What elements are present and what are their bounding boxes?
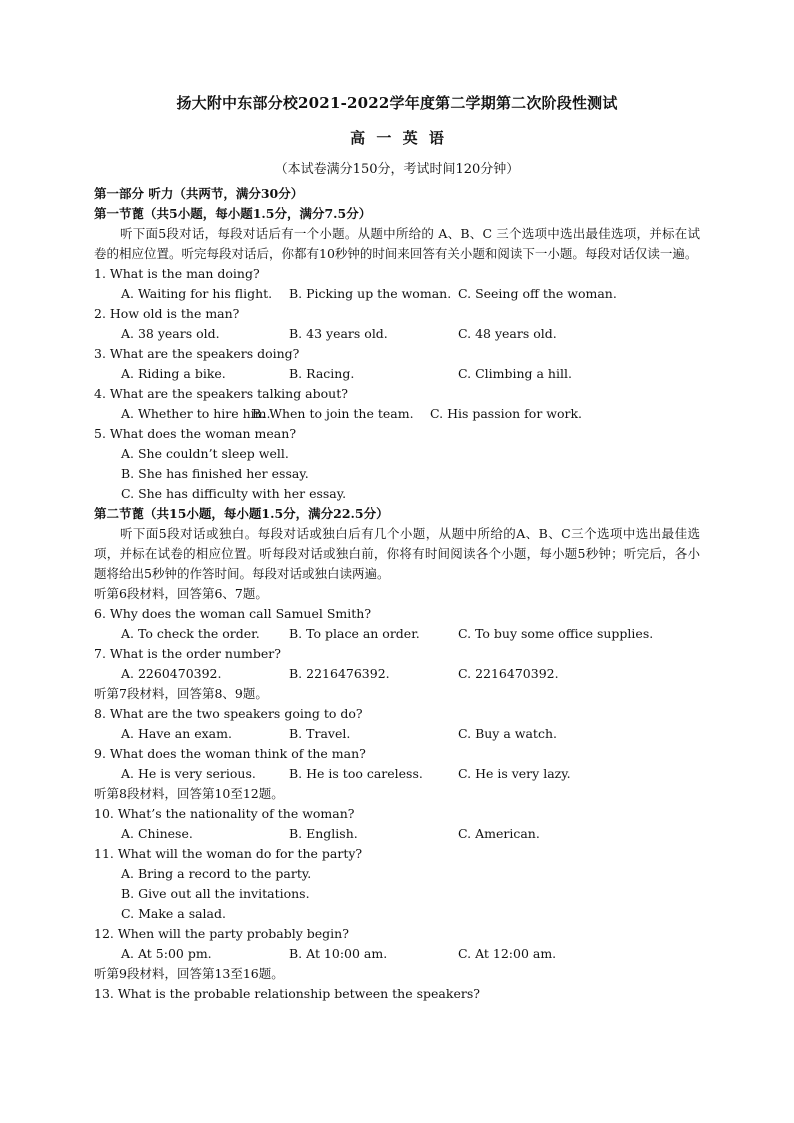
question-6-stem: 6. Why does the woman call Samuel Smith?: [94, 606, 372, 621]
option-a: A. Whether to hire him.: [121, 406, 271, 421]
option-b: B. Give out all the invitations.: [121, 886, 310, 901]
question-11-stem: 11. What will the woman do for the party?: [94, 846, 363, 861]
option-a: A. 38 years old.: [121, 326, 220, 341]
exam-title: 扬大附中东部分校2021-2022学年度第二学期第二次阶段性测试: [176, 94, 618, 112]
option-b: B. Picking up the woman.: [289, 286, 452, 301]
option-c: C. She has difficulty with her essay.: [121, 486, 347, 501]
question-3-stem: 3. What are the speakers doing?: [94, 346, 300, 361]
option-c: C. At 12:00 am.: [458, 946, 557, 961]
option-a: A. At 5:00 pm.: [121, 946, 212, 961]
question-1-stem: 1. What is the man doing?: [94, 266, 260, 281]
question-8-stem: 8. What are the two speakers going to do?: [94, 706, 363, 721]
option-c: C. American.: [458, 826, 540, 841]
question-9-options: [94, 764, 700, 784]
material-8-note: 听第8段材料，回答第10至12题。: [94, 786, 284, 801]
question-2-stem: 2. How old is the man?: [94, 306, 240, 321]
section2-heading: 第二节蓖（共15小题，每小题1.5分，满分22.5分）: [94, 506, 389, 521]
question-4-stem: 4. What are the speakers talking about?: [94, 386, 348, 401]
material-7-note: 听第7段材料，回答第8、9题。: [94, 686, 268, 701]
option-a: A. To check the order.: [121, 626, 260, 641]
question-8-options: [94, 724, 700, 744]
option-b: B. English.: [289, 826, 358, 841]
option-c: C. He is very lazy.: [458, 766, 571, 781]
part-heading: 第一部分 听力（共两节，满分30分）: [94, 186, 304, 201]
question-12-options: [94, 944, 700, 964]
option-b: B. Travel.: [289, 726, 351, 741]
question-3-options: [94, 364, 700, 384]
exam-note: （本试卷满分150分，考试时间120分钟）: [274, 162, 520, 177]
question-4-options: [94, 404, 700, 424]
option-c: C. 48 years old.: [458, 326, 557, 341]
option-b: B. She has finished her essay.: [121, 466, 309, 481]
option-b: B. At 10:00 am.: [289, 946, 388, 961]
option-c: C. 2216470392.: [458, 666, 559, 681]
question-10-options: [94, 824, 700, 844]
option-a: A. Chinese.: [121, 826, 193, 841]
section1-heading: 第一节蓖（共5小题，每小题1.5分，满分7.5分）: [94, 206, 372, 221]
exam-body: [94, 184, 700, 1004]
option-c: C. His passion for work.: [430, 406, 583, 421]
option-c: C. Buy a watch.: [458, 726, 557, 741]
question-6-options: [94, 624, 700, 644]
option-c: C. Make a salad.: [121, 906, 226, 921]
option-a: A. 2260470392.: [121, 666, 222, 681]
option-a: A. She couldn’t sleep well.: [121, 446, 289, 461]
option-c: C. Climbing a hill.: [458, 366, 572, 381]
option-b: B. 43 years old.: [289, 326, 388, 341]
option-a: A. Waiting for his flight.: [121, 286, 273, 301]
option-a: A. Have an exam.: [121, 726, 232, 741]
section1-instructions: 听下面5段对话，每段对话后有一个小题。从题中所给的 A、B、C 三个选项中选出最佳选项，并标在试卷的相应位置。听完每段对话后，你都有10秒钟的时间来回答有关小题和阅读下一小题。每段对话仅读一遍。: [94, 226, 700, 261]
question-7-stem: 7. What is the order number?: [94, 646, 281, 661]
option-c: C. To buy some office supplies.: [458, 626, 654, 641]
option-b: B. 2216476392.: [289, 666, 390, 681]
option-b: B. He is too careless.: [289, 766, 423, 781]
question-5-stem: 5. What does the woman mean?: [94, 426, 297, 441]
question-12-stem: 12. When will the party probably begin?: [94, 926, 349, 941]
exam-subject: 高 一 英 语: [350, 129, 444, 147]
material-9-note: 听第9段材料，回答第13至16题。: [94, 966, 284, 981]
material-6-note: 听第6段材料，回答第6、7题。: [94, 586, 268, 601]
question-9-stem: 9. What does the woman think of the man?: [94, 746, 366, 761]
option-b: B. When to join the team.: [252, 406, 414, 421]
question-13-stem: 13. What is the probable relationship between the speakers?: [94, 986, 480, 1001]
option-b: B. To place an order.: [289, 626, 420, 641]
question-2-options: [94, 324, 700, 344]
question-1-options: [94, 284, 700, 304]
option-a: A. He is very serious.: [121, 766, 256, 781]
option-a: A. Bring a record to the party.: [121, 866, 312, 881]
question-10-stem: 10. What’s the nationality of the woman?: [94, 806, 355, 821]
option-b: B. Racing.: [289, 366, 355, 381]
option-a: A. Riding a bike.: [121, 366, 226, 381]
question-7-options: [94, 664, 700, 684]
option-c: C. Seeing off the woman.: [458, 286, 617, 301]
section2-instructions: 听下面5段对话或独白。每段对话或独白后有几个小题，从题中所给的A、B、C三个选项中选出最佳选项，并标在试卷的相应位置。听每段对话或独白前，你将有时间阅读各个小题，每小题5秒钟；听完后，各小题将给出5秒钟的作答时间。每段对话或独白读两遍。: [94, 526, 700, 581]
